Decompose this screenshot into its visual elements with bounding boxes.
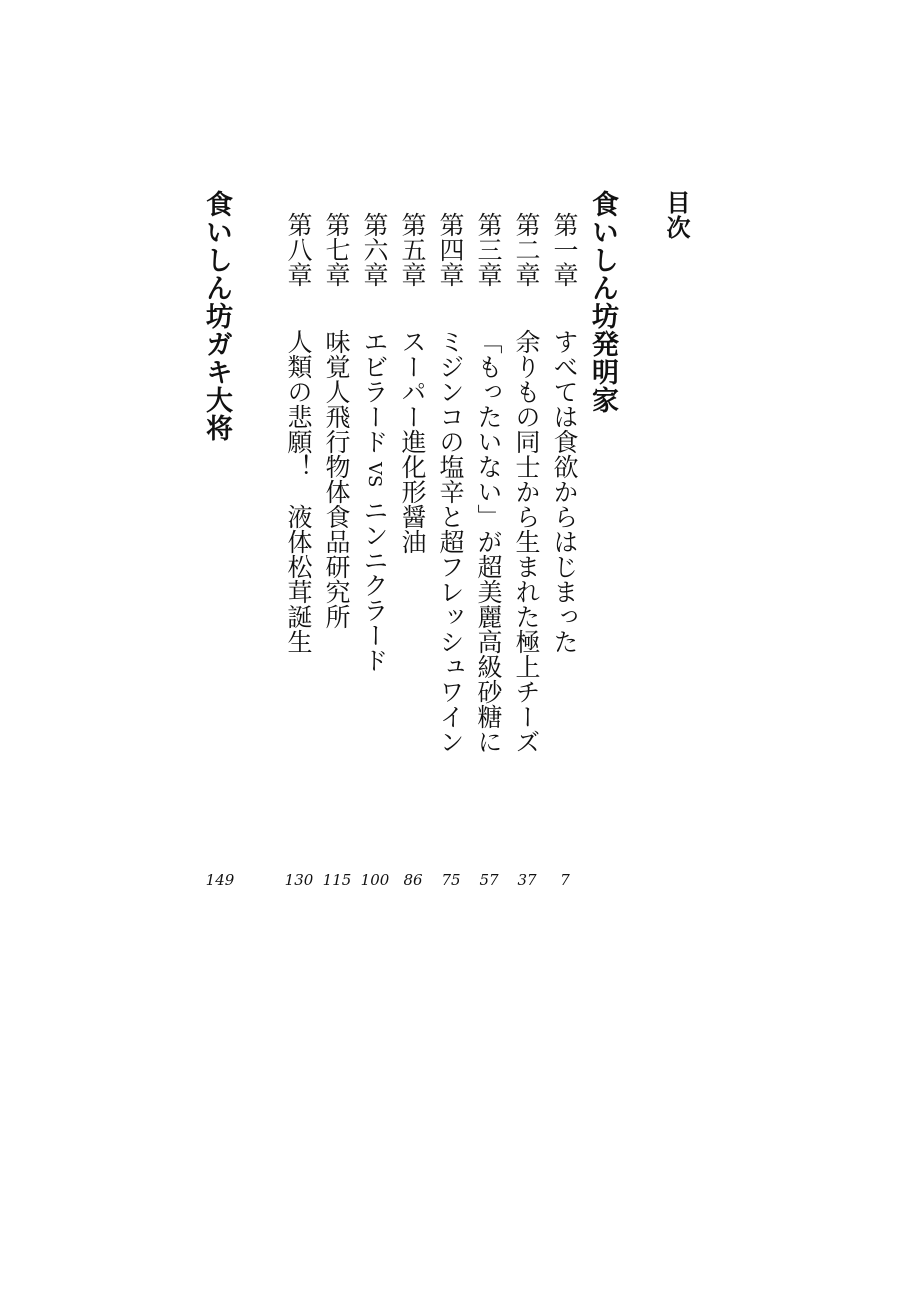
toc-heading: 目次: [662, 190, 691, 240]
chapter-4-number: 第四章: [436, 212, 465, 287]
part-title-1: 食いしん坊発明家: [587, 190, 618, 414]
chapter-7-number: 第七章: [322, 212, 351, 287]
chapter-6-title-vs: VS: [364, 462, 385, 488]
chapter-6-title-part-2: ニンニクラード: [360, 497, 389, 673]
chapter-8-number: 第八章: [284, 212, 313, 287]
chapter-5-number: 第五章: [398, 212, 427, 287]
chapter-7-title: 味覚人飛行物体食品研究所: [322, 329, 351, 629]
chapter-5-title: スーパー進化形醤油: [398, 329, 427, 554]
chapter-6-page: 100: [360, 871, 390, 889]
chapter-1-page: 7: [560, 871, 570, 889]
chapter-4-title: ミジンコの塩辛と超フレッシュワイン: [436, 329, 465, 754]
chapter-6-number: 第六章: [360, 212, 389, 287]
chapter-8-title: 人類の悲願！ 液体松茸誕生: [284, 329, 313, 654]
chapter-2-page: 37: [517, 871, 537, 889]
chapter-6-title: [362, 329, 387, 672]
chapter-3-page: 57: [479, 871, 499, 889]
chapter-3-title: 「もったいない」が超美麗高級砂糖に: [474, 329, 503, 754]
chapter-6-title-part-1: エビラード: [360, 329, 389, 454]
chapter-7-page: 115: [322, 871, 352, 889]
chapter-4-page: 75: [441, 871, 461, 889]
part-title-2: 食いしん坊ガキ大将: [201, 190, 232, 442]
chapter-3-number: 第三章: [474, 212, 503, 287]
chapter-5-page: 86: [403, 871, 423, 889]
chapter-1-title: すべては食欲からはじまった: [550, 329, 579, 654]
chapter-1-number: 第一章: [550, 212, 579, 287]
chapter-2-number: 第二章: [512, 212, 541, 287]
part-2-page: 149: [205, 871, 235, 889]
chapter-8-page: 130: [284, 871, 314, 889]
chapter-2-title: 余りもの同士から生まれた極上チーズ: [512, 329, 541, 754]
